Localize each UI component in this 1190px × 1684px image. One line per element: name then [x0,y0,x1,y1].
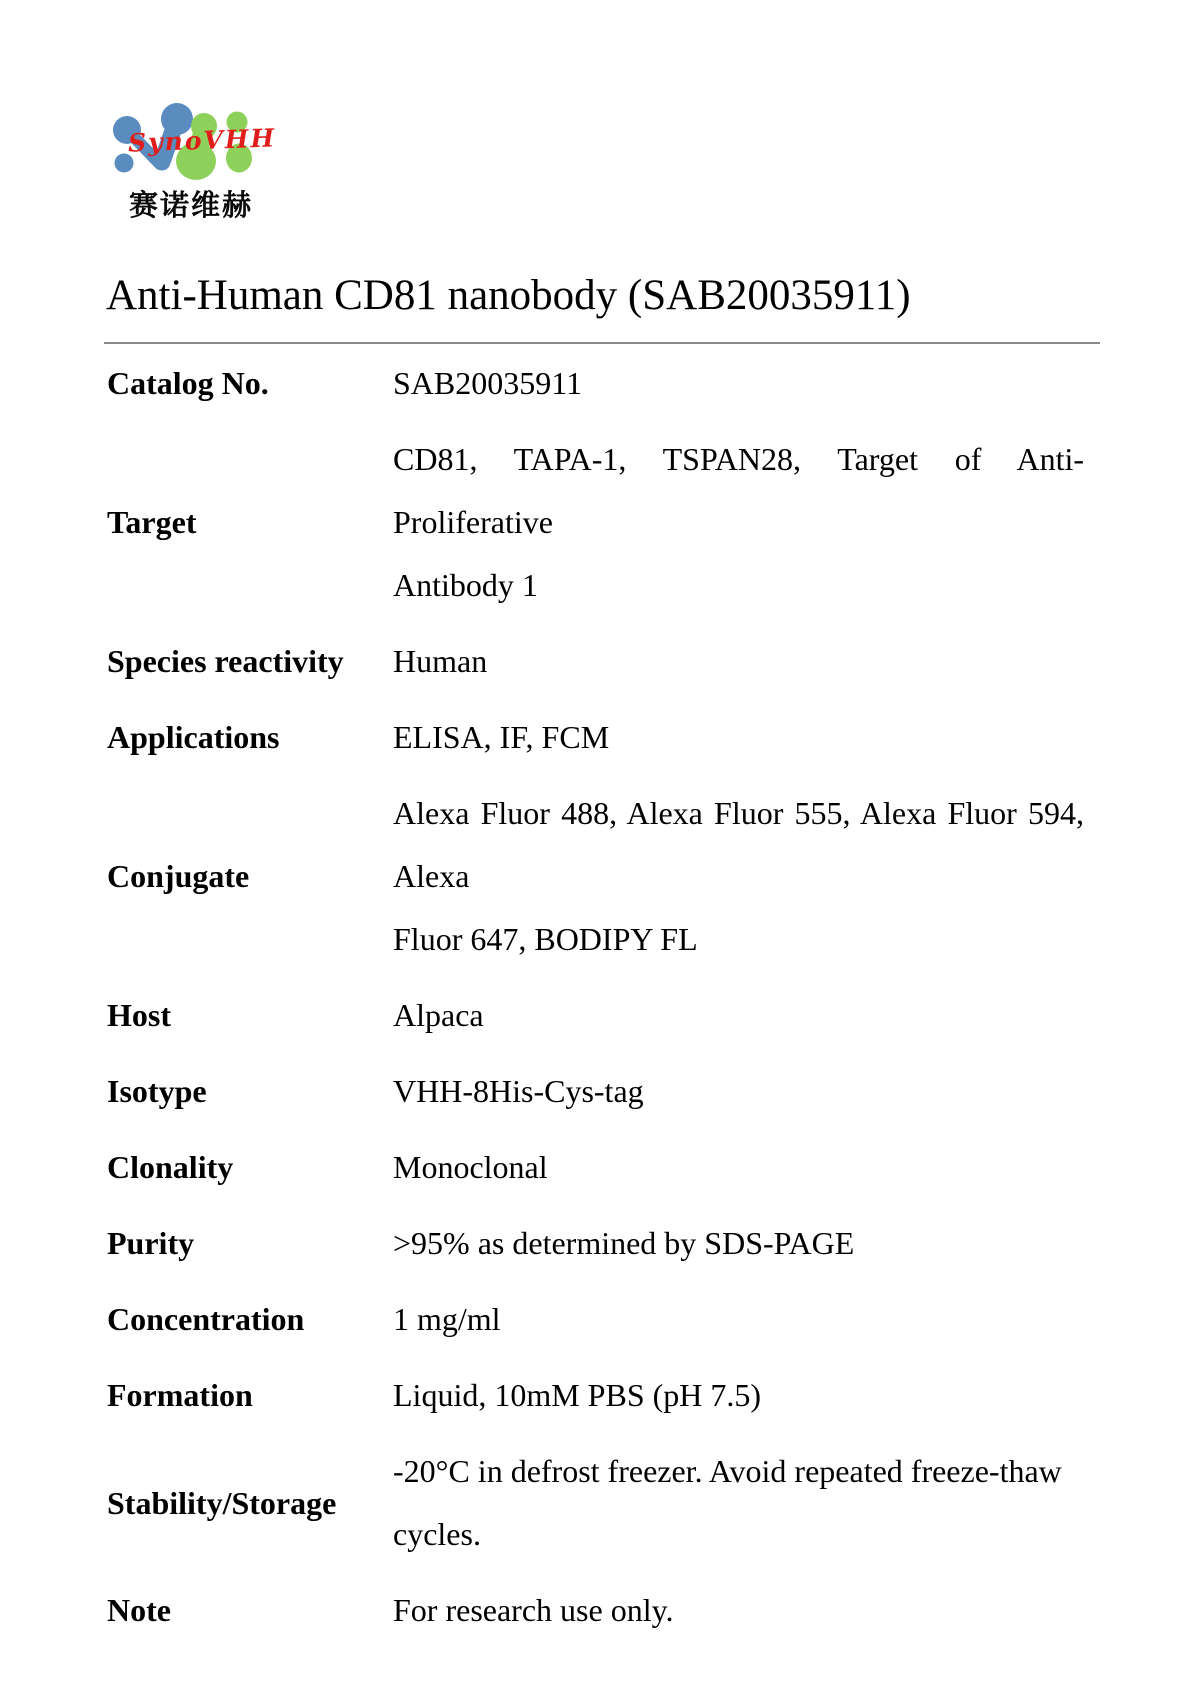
row-value: 1 mg/ml [393,1301,501,1337]
row-label: Concentration [107,1301,305,1337]
brand-chinese-text: 赛诺维赫 [129,190,254,222]
row-value: -20°C in defrost freezer. Avoid repeated freeze-thaw cycles. [393,1453,1062,1552]
row-label: Catalog No. [107,365,269,401]
row-stability-storage [104,1440,1100,1566]
row-catalog-no [104,352,1100,415]
row-value: For research use only. [393,1592,674,1628]
row-note [104,1579,1100,1642]
row-label: Purity [107,1225,195,1261]
row-label: Host [107,997,171,1033]
row-applications [104,706,1100,769]
row-label: Target [107,504,197,540]
row-target [104,428,1100,617]
row-value: ELISA, IF, FCM [393,719,610,755]
spec-table [104,352,1100,1655]
row-isotype [104,1060,1100,1123]
row-value: Human [393,643,488,679]
row-value-line: Antibody 1 [393,567,538,603]
row-label: Clonality [107,1149,234,1185]
row-label: Applications [107,719,280,755]
row-value [393,782,1100,971]
page-title: Anti-Human CD81 nanobody (SAB20035911) [106,272,911,319]
row-conjugate [104,782,1100,971]
row-label: Isotype [107,1073,207,1109]
row-value: >95% as determined by SDS-PAGE [393,1225,855,1261]
row-value [393,428,1100,617]
row-value: VHH-8His-Cys-tag [393,1073,644,1109]
row-clonality [104,1136,1100,1199]
row-host [104,984,1100,1047]
brand-script-text: SynoVHH [127,123,277,158]
row-value-line: Fluor 647, BODIPY FL [393,921,698,957]
row-value: SAB20035911 [393,365,583,401]
row-label: Note [107,1592,171,1628]
row-label: Conjugate [107,858,250,894]
row-species-reactivity [104,630,1100,693]
row-value-line: CD81, TAPA-1, TSPAN28, Target of Anti-Proliferative [393,441,1084,540]
row-value-line: Alexa Fluor 488, Alexa Fluor 555, Alexa Fluor 594, Alexa [393,795,1084,894]
row-purity [104,1212,1100,1275]
row-concentration [104,1288,1100,1351]
row-formation [104,1364,1100,1427]
row-value: Monoclonal [393,1149,548,1185]
row-value: Liquid, 10mM PBS (pH 7.5) [393,1377,762,1413]
title-divider [104,342,1100,344]
row-label: Formation [107,1377,253,1413]
row-label: Species reactivity [107,643,344,679]
row-label: Stability/Storage [107,1484,337,1521]
row-value: Alpaca [393,997,484,1033]
